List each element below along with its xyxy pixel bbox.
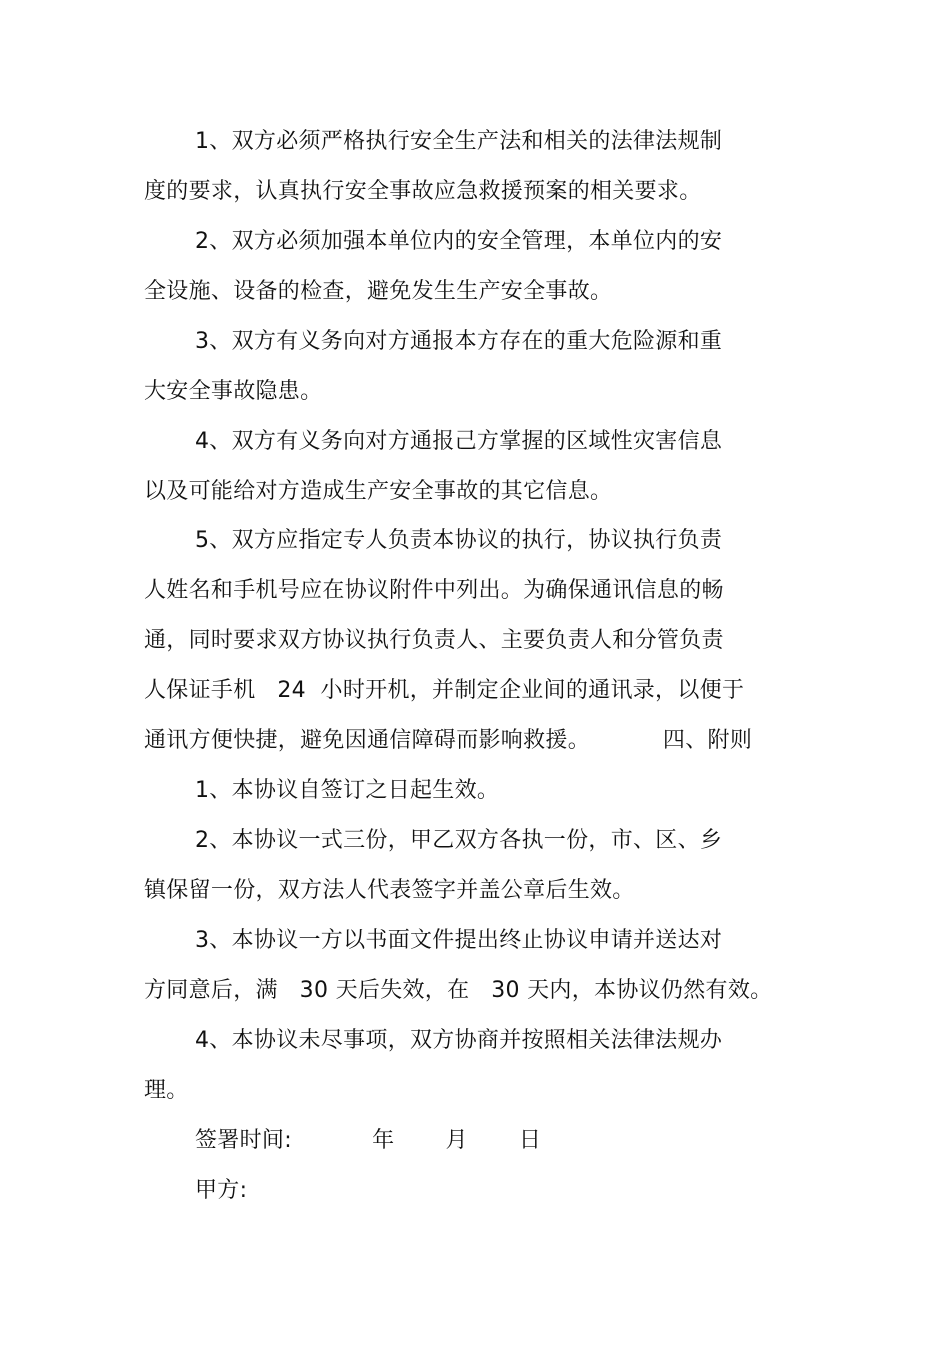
clause-3-5-line-3: 通，同时要求双方协议执行负责人、主要负责人和分管负责 <box>144 628 724 653</box>
clause-4-1: 1、本协议自签订之日起生效。 <box>195 778 500 803</box>
clause-3-1-line-1: 1、双方必须严格执行安全生产法和相关的法律法规制 <box>195 129 723 154</box>
signing-date-line: 签署时间: 年 月 日 <box>195 1128 542 1153</box>
clause-4-2-line-1: 2、本协议一式三份，甲乙双方各执一份，市、区、乡 <box>195 828 723 853</box>
clause-3-3-line-1: 3、双方有义务向对方通报本方存在的重大危险源和重 <box>195 329 723 354</box>
clause-4-3-line-1: 3、本协议一方以书面文件提出终止协议申请并送达对 <box>195 928 723 953</box>
clause-3-4-line-1: 4、双方有义务向对方通报己方掌握的区域性灾害信息 <box>195 429 723 454</box>
clause-3-3-line-2: 大安全事故隐患。 <box>144 379 323 404</box>
clause-3-5-line-5: 通讯方便快捷，避免因通信障碍而影响救援。 四、附则 <box>144 728 753 753</box>
clause-3-4-line-2: 以及可能给对方造成生产安全事故的其它信息。 <box>144 479 613 504</box>
clause-3-1-line-2: 度的要求，认真执行安全事故应急救援预案的相关要求。 <box>144 179 702 204</box>
clause-3-2-line-1: 2、双方必须加强本单位内的安全管理，本单位内的安 <box>195 229 723 254</box>
clause-4-3-line-2: 方同意后，满 30 天后失效，在 30 天内，本协议仍然有效。 <box>144 978 773 1003</box>
clause-3-2-line-2: 全设施、设备的检查，避免发生生产安全事故。 <box>144 279 613 304</box>
clause-4-4-line-2: 理。 <box>144 1078 189 1103</box>
clause-3-5-line-4: 人保证手机 24 小时开机，并制定企业间的通讯录，以便于 <box>144 678 745 703</box>
party-a-line: 甲方: <box>195 1178 248 1203</box>
clause-3-5-line-1: 5、双方应指定专人负责本协议的执行，协议执行负责 <box>195 528 723 553</box>
clause-4-2-line-2: 镇保留一份，双方法人代表签字并盖公章后生效。 <box>144 878 635 903</box>
clause-3-5-line-2: 人姓名和手机号应在协议附件中列出。为确保通讯信息的畅 <box>144 578 724 603</box>
clause-4-4-line-1: 4、本协议未尽事项，双方协商并按照相关法律法规办 <box>195 1028 723 1053</box>
